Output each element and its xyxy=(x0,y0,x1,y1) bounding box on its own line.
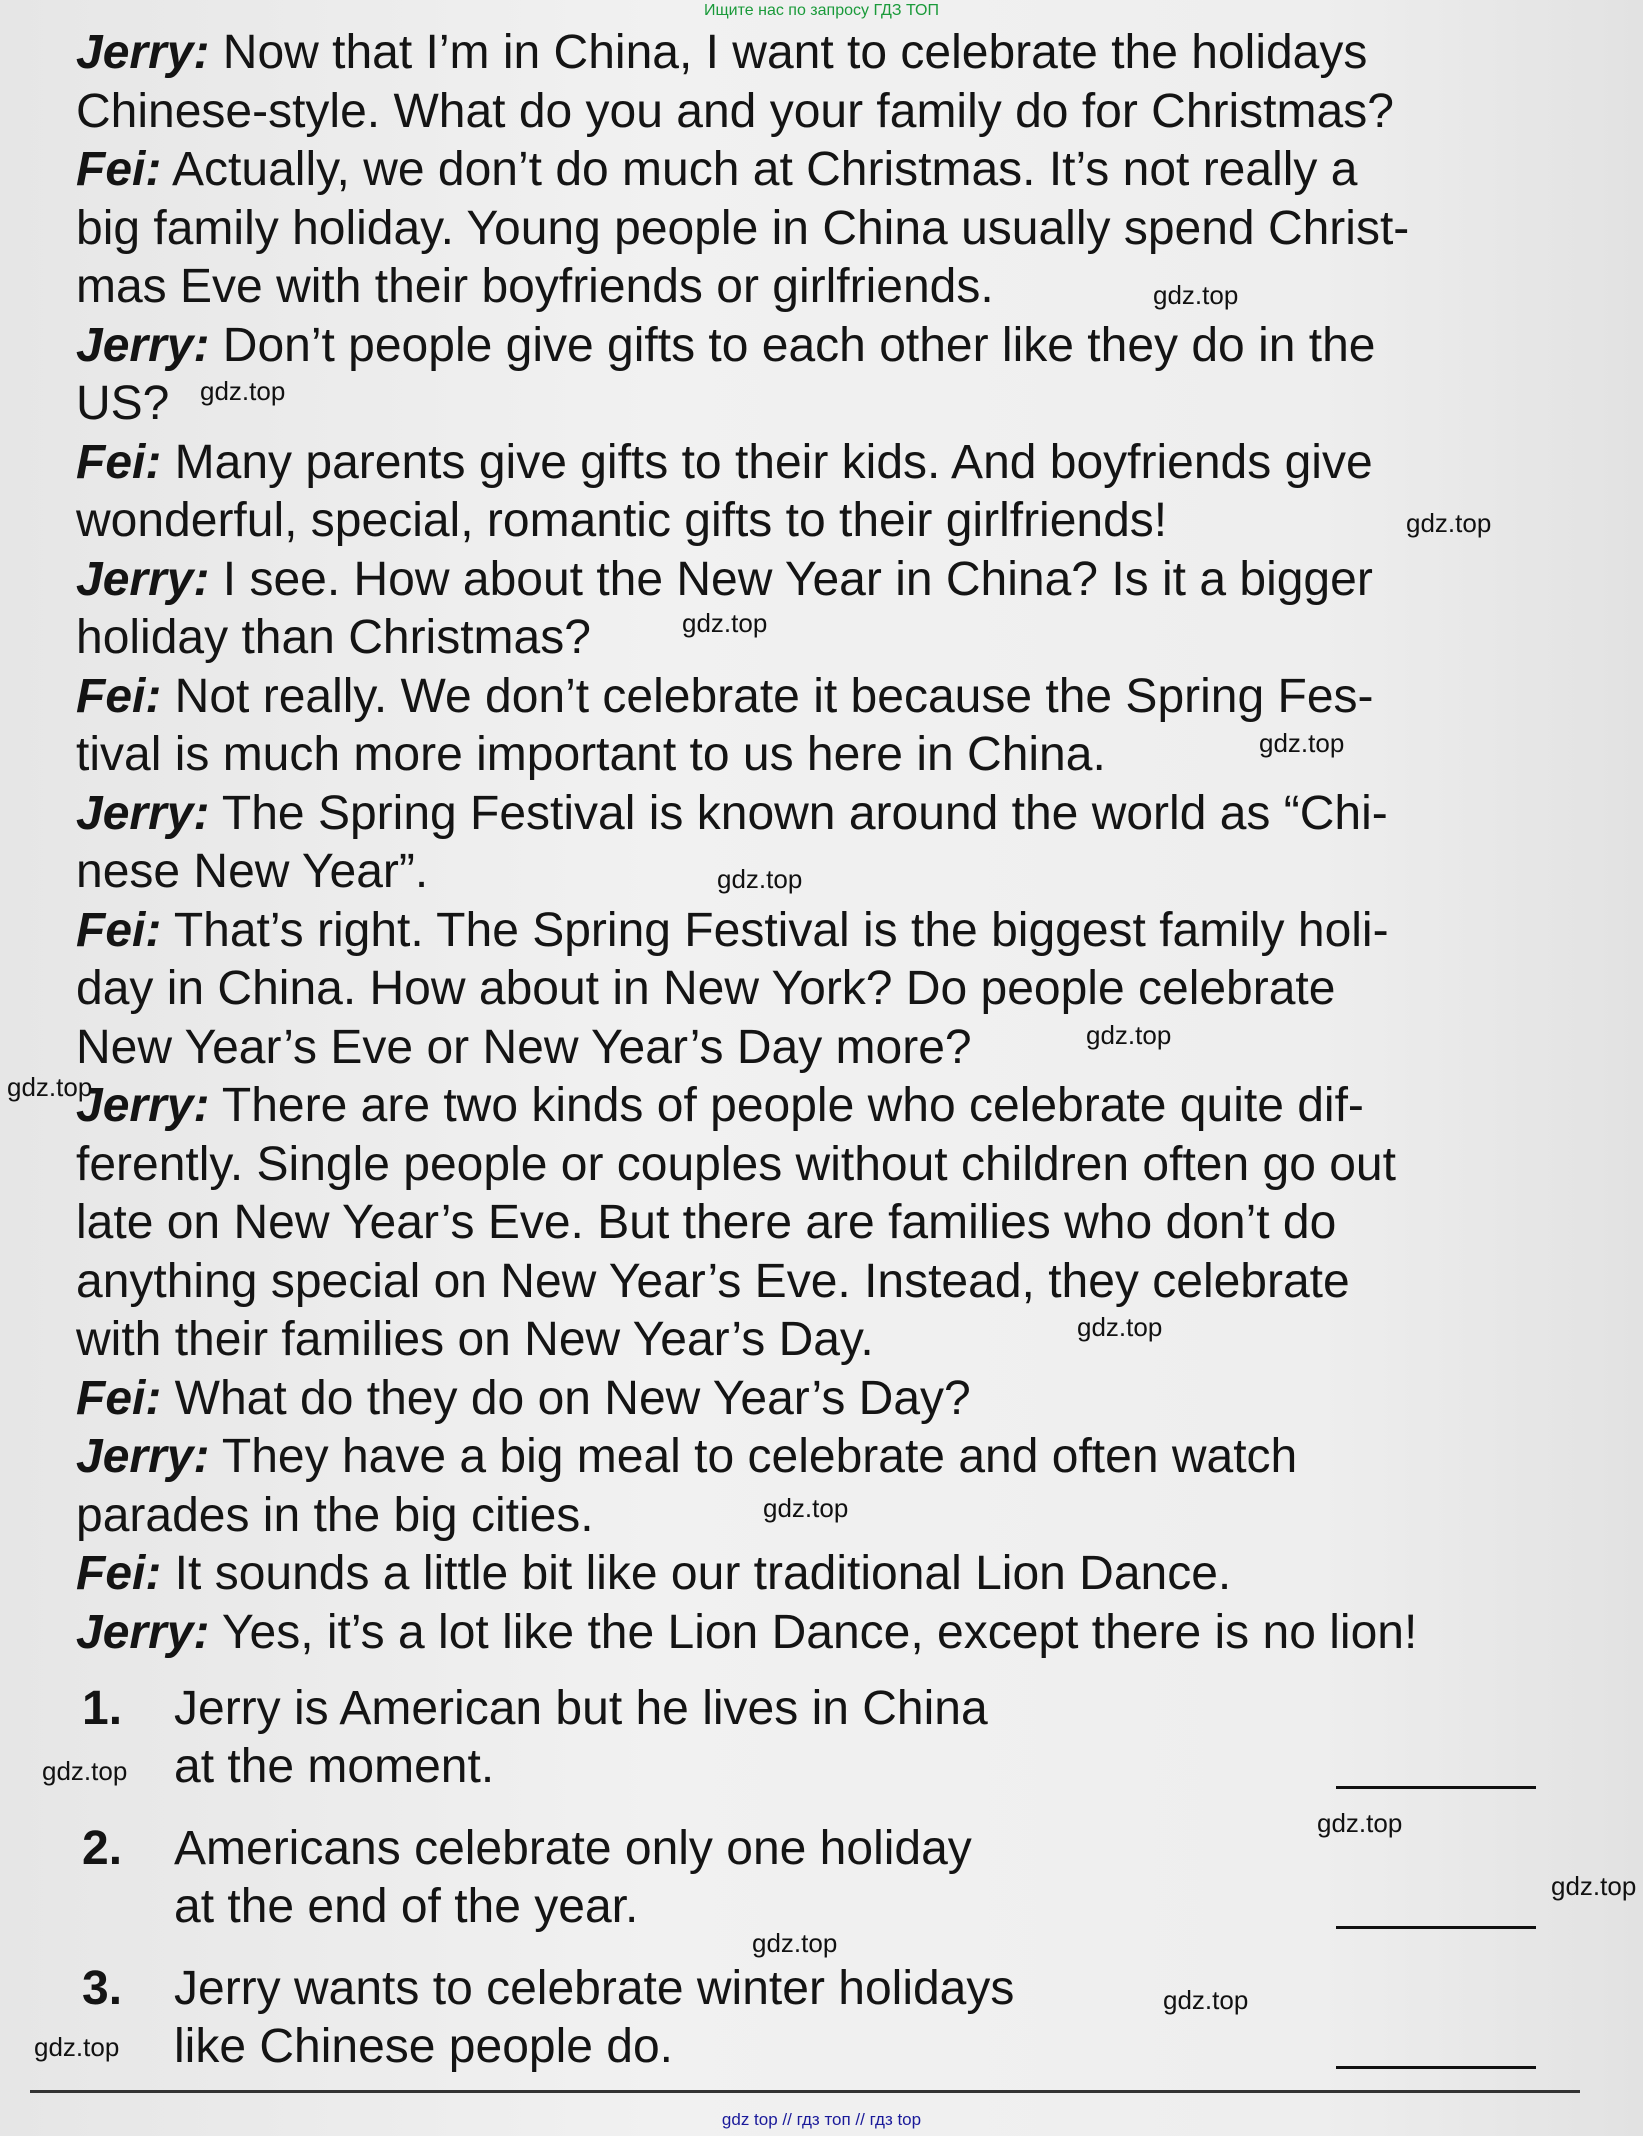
dialogue-text: anything special on New Year’s Eve. Instead, they celebrate xyxy=(76,1254,1350,1308)
dialogue-text: They have a big meal to celebrate and often watch xyxy=(209,1430,1298,1483)
dialogue-line xyxy=(76,434,1576,493)
speaker-name: Fei: xyxy=(76,1547,162,1600)
dialogue-line xyxy=(76,902,1576,961)
dialogue-line xyxy=(76,200,1576,259)
dialogue-line xyxy=(76,83,1576,142)
watermark: gdz.top xyxy=(1551,1871,1637,1901)
speaker-name: Fei: xyxy=(76,143,162,196)
dialogue-text: Not really. We don’t celebrate it because the Spring Fes- xyxy=(161,669,1374,723)
answer-blank[interactable] xyxy=(1336,1786,1536,1789)
dialogue-line xyxy=(76,551,1576,610)
watermark: gdz.top xyxy=(1163,1985,1249,2015)
speaker-name: Jerry: xyxy=(76,786,210,840)
dialogue-text: Chinese-style. What do you and your family do for Christmas? xyxy=(76,84,1394,138)
dialogue-text: with their families on New Year’s Day. xyxy=(76,1313,874,1366)
top-banner: Ищите нас по запросу ГДЗ ТОП xyxy=(704,2,939,19)
dialogue-line xyxy=(76,1136,1576,1195)
dialogue-text: US? xyxy=(76,377,170,430)
dialogue-text: That’s right. The Spring Festival is the biggest family holi- xyxy=(161,903,1389,957)
dialogue-line xyxy=(76,609,1576,668)
watermark: gdz.top xyxy=(1317,1808,1403,1838)
dialogue-text: mas Eve with their boyfriends or girlfriends. xyxy=(76,260,994,313)
dialogue-line xyxy=(76,1545,1576,1604)
dialogue-text: Don’t people give gifts to each other like they do in the xyxy=(209,318,1376,372)
question-line: at the end of the year. xyxy=(174,1880,639,1933)
watermark: gdz.top xyxy=(752,1928,838,1958)
dialogue-text: There are two kinds of people who celebrate quite dif- xyxy=(209,1079,1364,1132)
dialogue-text: wonderful, special, romantic gifts to their girlfriends! xyxy=(76,494,1168,547)
true-false-questions xyxy=(76,1680,1566,2076)
dialogue-line xyxy=(76,1311,1576,1370)
dialogue-text: nese New Year”. xyxy=(76,845,429,898)
speaker-name: Fei: xyxy=(76,669,162,723)
dialogue-line xyxy=(76,141,1576,200)
dialogue-line xyxy=(76,726,1576,785)
answer-blank[interactable] xyxy=(1336,2066,1536,2069)
dialogue-text: parades in the big cities. xyxy=(76,1488,594,1542)
speaker-name: Jerry: xyxy=(76,552,210,606)
question-line: like Chinese people do. xyxy=(174,2020,674,2073)
dialogue-line xyxy=(76,843,1576,902)
dialogue-text: Now that I’m in China, I want to celebrate the holidays xyxy=(209,26,1368,79)
watermark: gdz.top xyxy=(34,2032,120,2062)
speaker-name: Fei: xyxy=(76,1371,162,1425)
watermark: gdz.top xyxy=(717,864,803,894)
dialogue-line xyxy=(76,1253,1576,1312)
dialogue-line xyxy=(76,1604,1576,1663)
dialogue-line xyxy=(76,1019,1576,1078)
speaker-name: Jerry: xyxy=(76,318,210,372)
speaker-name: Fei: xyxy=(76,903,162,957)
dialogue-line xyxy=(76,1370,1576,1429)
watermark: gdz.top xyxy=(200,376,286,406)
question-3 xyxy=(76,1960,1566,2076)
dialogue-text: Actually, we don’t do much at Christmas. It’s not really a xyxy=(161,143,1358,196)
watermark: gdz.top xyxy=(1259,728,1345,758)
dialogue-text: late on New Year’s Eve. But there are families who don’t do xyxy=(76,1196,1337,1249)
dialogue-line xyxy=(76,375,1576,434)
dialogue-line xyxy=(76,1077,1576,1136)
dialogue-text: The Spring Festival is known around the world as “Chi- xyxy=(209,786,1388,840)
watermark: gdz.top xyxy=(1077,1312,1163,1342)
question-number: 2. xyxy=(82,1822,123,1875)
watermark: gdz.top xyxy=(682,608,768,638)
watermark: gdz.top xyxy=(1086,1020,1172,1050)
dialogue-line xyxy=(76,258,1576,317)
dialogue-text: It sounds a little bit like our traditional Lion Dance. xyxy=(161,1547,1232,1600)
speaker-name: Jerry: xyxy=(76,1605,210,1659)
dialogue-line xyxy=(76,960,1576,1019)
dialogue-text: big family holiday. Young people in China usually spend Christ- xyxy=(76,201,1410,255)
dialogue-line xyxy=(76,24,1576,83)
dialogue-text: I see. How about the New Year in China? Is it a bigger xyxy=(209,552,1373,606)
bottom-banner: gdz top // гдз топ // гдз top xyxy=(721,2110,922,2129)
dialogue-text: ferently. Single people or couples without children often go out xyxy=(76,1137,1396,1191)
speaker-name: Jerry: xyxy=(76,26,210,79)
dialogue-line xyxy=(76,1428,1576,1487)
question-line: Americans celebrate only one holiday xyxy=(174,1822,972,1875)
speaker-name: Jerry: xyxy=(76,1079,210,1132)
watermark: gdz.top xyxy=(1406,508,1492,538)
bottom-rule xyxy=(30,2090,1580,2093)
dialogue-text: holiday than Christmas? xyxy=(76,611,591,664)
question-1 xyxy=(76,1680,1566,1796)
question-number: 3. xyxy=(82,1962,123,2015)
dialogue-line xyxy=(76,1194,1576,1253)
answer-blank[interactable] xyxy=(1336,1926,1536,1929)
dialogue-line xyxy=(76,668,1576,727)
watermark: gdz.top xyxy=(1153,280,1239,310)
dialogue-text: tival is much more important to us here in China. xyxy=(76,728,1106,781)
dialogue-text: day in China. How about in New York? Do people celebrate xyxy=(76,962,1336,1015)
speaker-name: Jerry: xyxy=(76,1430,210,1483)
dialogue-line xyxy=(76,785,1576,844)
question-line: Jerry wants to celebrate winter holidays xyxy=(174,1962,1015,2015)
speaker-name: Fei: xyxy=(76,435,162,489)
question-line: at the moment. xyxy=(174,1740,495,1793)
dialogue-text: New Year’s Eve or New Year’s Day more? xyxy=(76,1020,972,1074)
watermark: gdz.top xyxy=(42,1756,128,1786)
dialogue-text: Yes, it’s a lot like the Lion Dance, except there is no lion! xyxy=(209,1605,1418,1659)
watermark: gdz.top xyxy=(7,1072,93,1102)
question-line: Jerry is American but he lives in China xyxy=(174,1682,988,1735)
dialogue-text: Many parents give gifts to their kids. And boyfriends give xyxy=(161,435,1373,489)
dialogue-line xyxy=(76,492,1576,551)
question-number: 1. xyxy=(82,1682,123,1735)
dialogue-line xyxy=(76,317,1576,376)
dialogue-text: What do they do on New Year’s Day? xyxy=(161,1371,971,1425)
dialogue-text xyxy=(76,24,1576,1662)
watermark: gdz.top xyxy=(763,1493,849,1523)
